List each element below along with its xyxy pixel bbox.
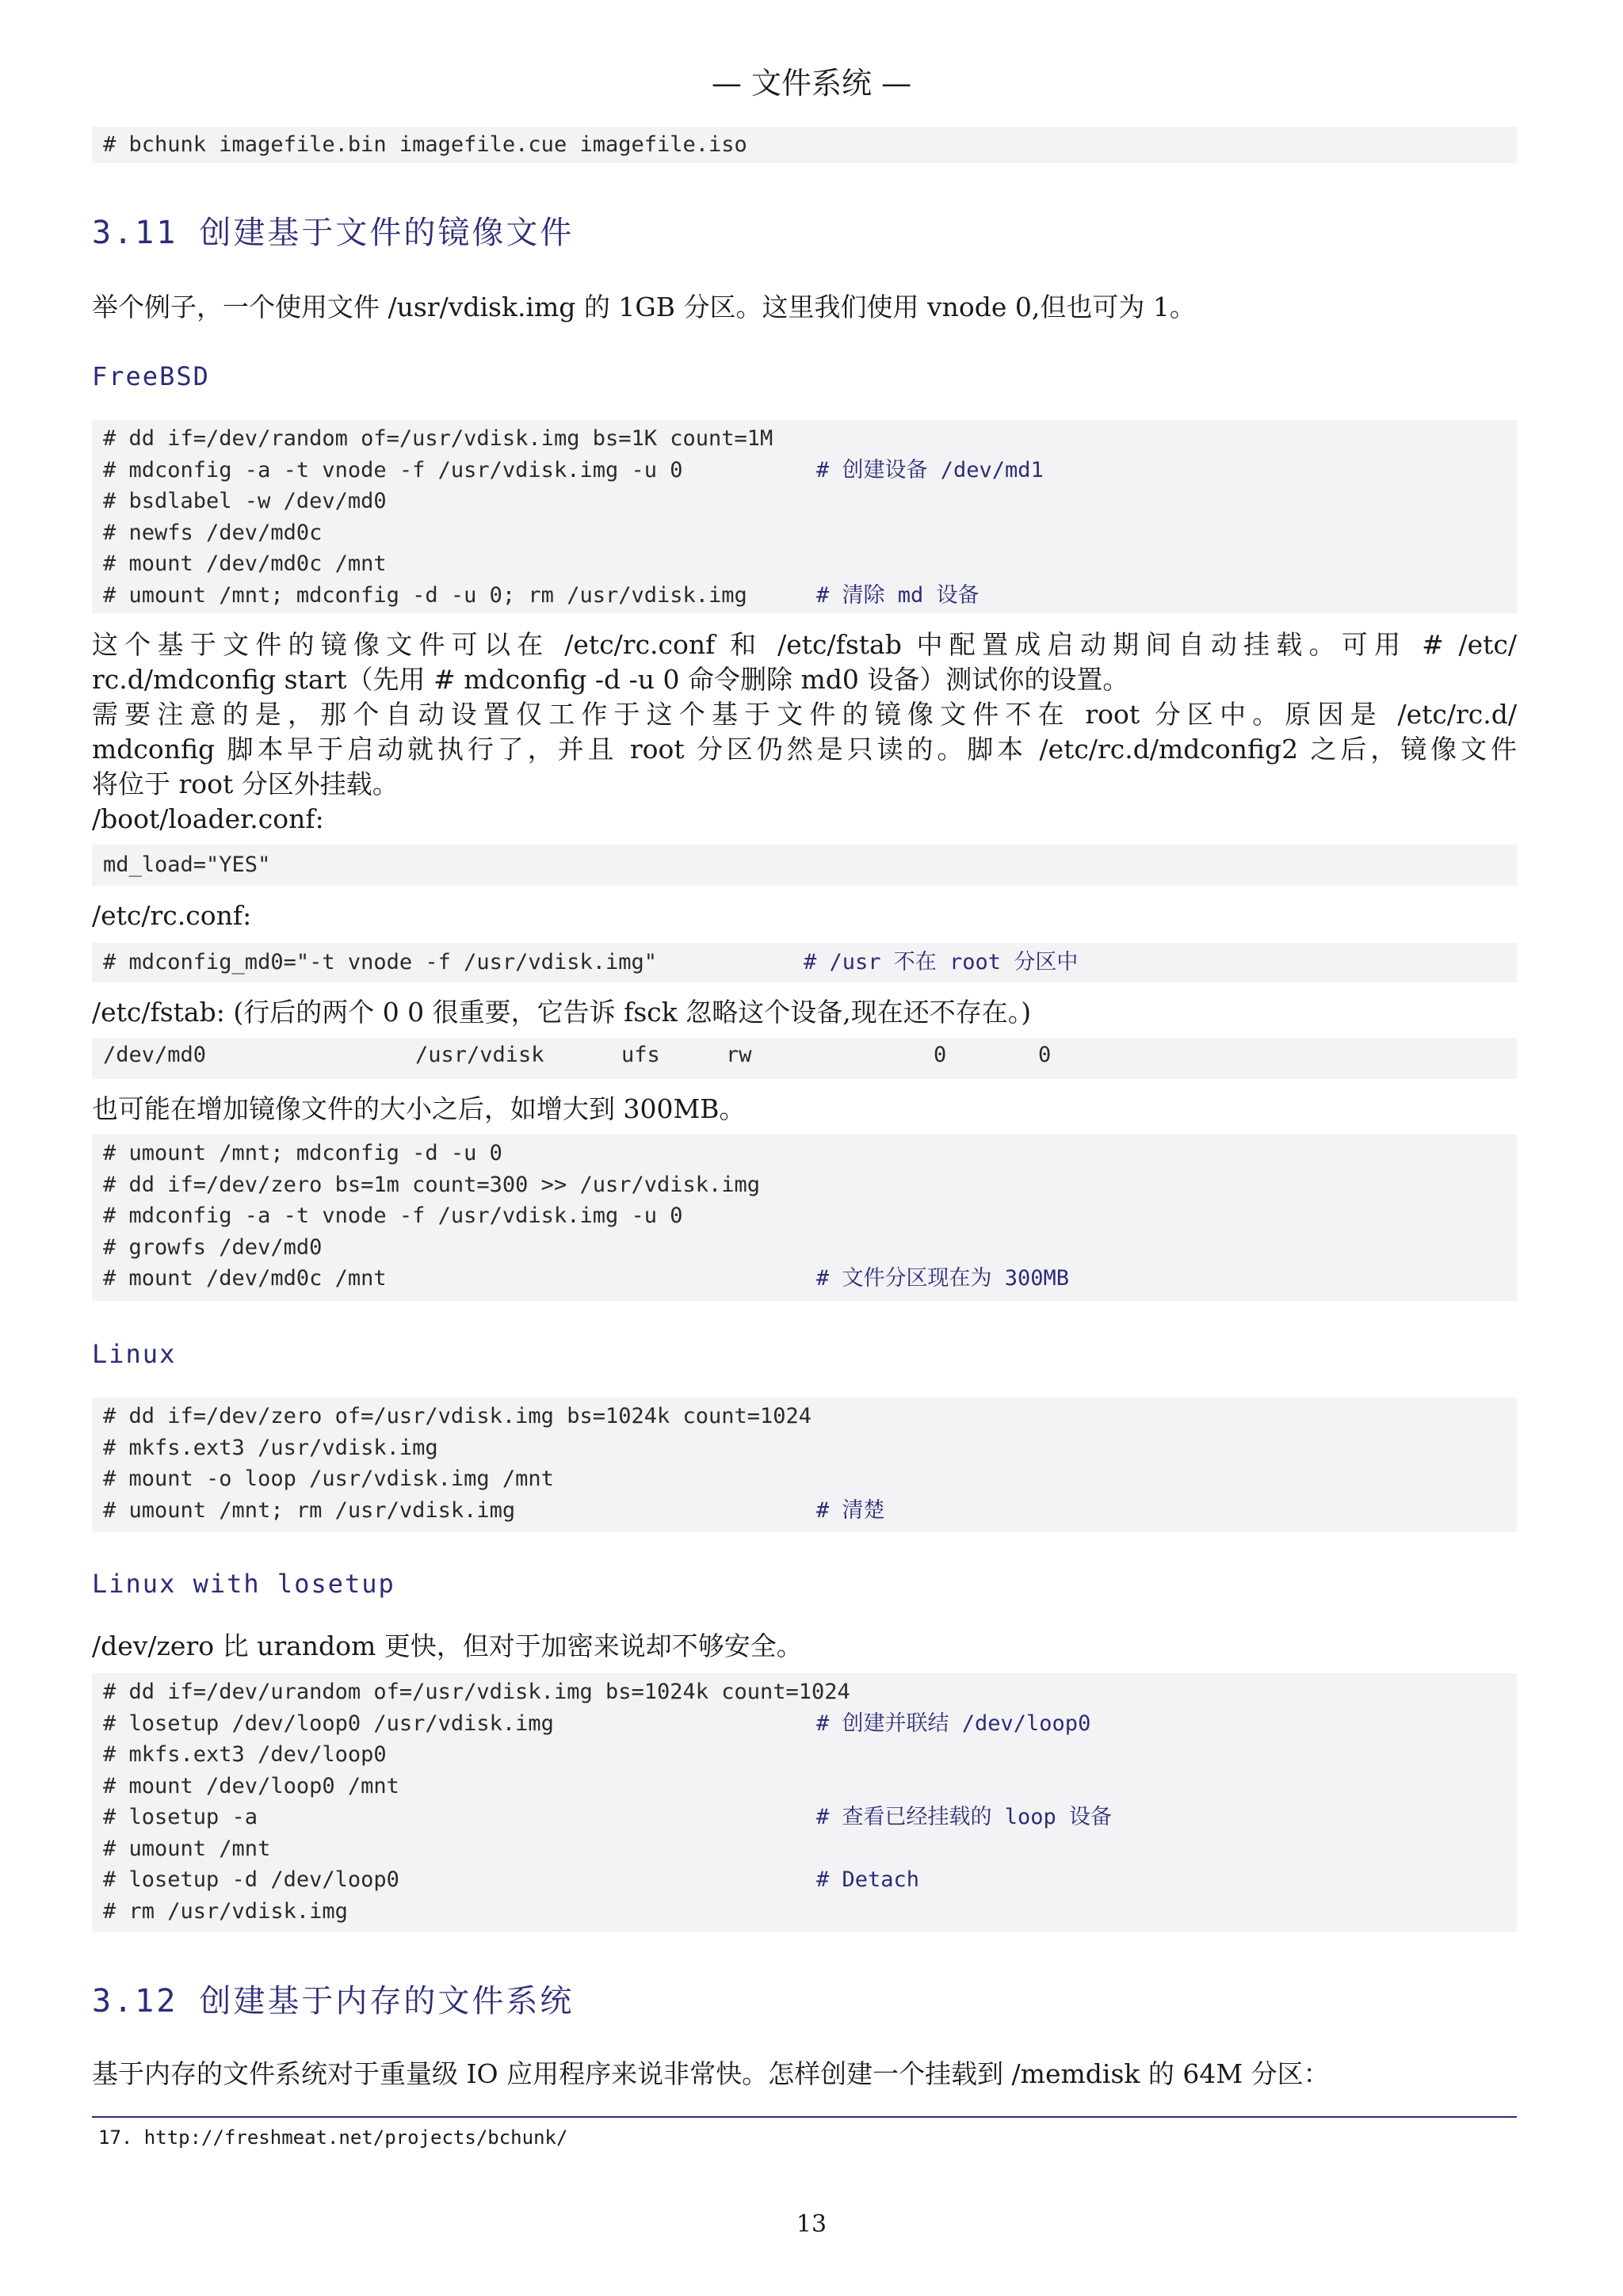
code-line (103, 1200, 1517, 1232)
code-comment: # 清除 md 设备 (816, 582, 980, 608)
code-line (103, 423, 1517, 455)
code-comment: # 查看已经挂载的 loop 设备 (816, 1805, 1113, 1829)
code-comment: # 文件分区现在为 300MB (816, 1266, 1070, 1291)
code-block-freebsd (92, 420, 1517, 613)
code-block-growfs (92, 1135, 1517, 1301)
code-command: # dd if=/dev/random of=/usr/vdisk.img bs=1K count=1M (103, 426, 773, 451)
code-command: # dd if=/dev/urandom of=/usr/vdisk.img bs=1024k count=1024 (103, 1680, 850, 1704)
memdisk-paragraph: 基于内存的文件系统对于重量级 IO 应用程序来说非常快。怎样创建一个挂载到 /memdisk 的 64M 分区： (92, 2058, 1330, 2089)
code-command: # mkfs.ext3 /usr/vdisk.img (103, 1435, 438, 1460)
code-command: # umount /mnt (103, 1836, 271, 1861)
paragraph-line: 需要注意的是，那个自动设置仅工作于这个基于文件的镜像文件不在 root 分区中。原因是 /etc/rc.d/ (92, 699, 1517, 730)
code-comment: # 创建设备 /dev/md1 (816, 457, 1044, 482)
code-command: # rm /usr/vdisk.img (103, 1898, 348, 1924)
code-command: # growfs /dev/md0 (103, 1234, 323, 1260)
code-comment: # 创建并联结 /dev/loop0 (816, 1711, 1091, 1736)
code-line (103, 1708, 1517, 1740)
code-comment: # /usr 不在 root 分区中 (804, 950, 1079, 974)
code-block-loader-conf (92, 845, 1517, 886)
code-command: # losetup /dev/loop0 /usr/vdisk.img (103, 1711, 554, 1736)
code-line (103, 1169, 1517, 1201)
code-line (103, 127, 1517, 163)
rc-conf-label: /etc/rc.conf: (92, 900, 252, 931)
fstab-label: /etc/fstab: (行后的两个 0 0 很重要，它告诉 fsck 忽略这个设备,现在还不存在。) (92, 997, 1032, 1028)
code-command: # newfs /dev/md0c (103, 520, 323, 545)
footnote-divider (92, 2116, 1517, 2118)
code-line (103, 548, 1517, 580)
section-heading-3-12: 3.12 创建基于内存的文件系统 (92, 1983, 575, 2019)
code-line (103, 1802, 1517, 1833)
code-comment: # Detach (816, 1867, 920, 1892)
code-line (103, 1864, 1517, 1896)
code-block-linux (92, 1398, 1517, 1532)
code-line (103, 1739, 1517, 1771)
code-line (103, 845, 1517, 886)
footnote: 17. http://freshmeat.net/projects/bchunk/ (98, 2126, 568, 2149)
code-command: # dd if=/dev/zero of=/usr/vdisk.img bs=1024k count=1024 (103, 1404, 812, 1428)
fstab-cell: 0 (1038, 1043, 1052, 1067)
paragraph-line: mdconfig 脚本早于启动就执行了，并且 root 分区仍然是只读的。脚本 /etc/rc.d/mdconfig2 之后，镜像文件 (92, 734, 1517, 765)
code-command: # dd if=/dev/zero bs=1m count=300 >> /usr/vdisk.img (103, 1172, 761, 1197)
code-line (103, 1232, 1517, 1264)
running-header: — 文件系统 — (711, 66, 912, 101)
code-command: # losetup -d /dev/loop0 (103, 1867, 399, 1892)
code-block-rc-conf (92, 943, 1517, 982)
fstab-cell: rw (726, 1043, 752, 1067)
fstab-cell: 0 (934, 1043, 947, 1067)
code-line (103, 1771, 1517, 1802)
code-command: # umount /mnt; mdconfig -d -u 0; rm /usr/vdisk.img (103, 582, 747, 608)
code-command: # mount /dev/loop0 /mnt (103, 1773, 399, 1798)
code-line (103, 486, 1517, 517)
code-command: # mount -o loop /usr/vdisk.img /mnt (103, 1466, 554, 1491)
code-command: # mkfs.ext3 /dev/loop0 (103, 1742, 387, 1767)
code-line (103, 943, 1517, 982)
fstab-cell: ufs (621, 1043, 660, 1067)
code-line (103, 1676, 1517, 1708)
code-line (103, 1833, 1517, 1865)
page-number: 13 (796, 2210, 827, 2238)
section-heading-3-11: 3.11 创建基于文件的镜像文件 (92, 215, 575, 251)
paragraph-line: rc.d/mdconfig start（先用 # mdconfig -d -u 0 命令删除 md0 设备）测试你的设置。 (92, 664, 1129, 695)
grow-paragraph: 也可能在增加镜像文件的大小之后，如增大到 300MB。 (92, 1093, 746, 1124)
subheading-freebsd: FreeBSD (92, 361, 210, 391)
code-block-bchunk (92, 127, 1517, 163)
code-line (103, 1495, 1517, 1527)
paragraph-line: 这个基于文件的镜像文件可以在 /etc/rc.conf 和 /etc/fstab 中配置成启动期间自动挂载。可用 # /etc/ (92, 629, 1517, 660)
fstab-cell: /usr/vdisk (415, 1043, 544, 1067)
code-line (103, 1463, 1517, 1495)
code-command: # mount /dev/md0c /mnt (103, 1266, 387, 1291)
code-command: # mdconfig_md0="-t vnode -f /usr/vdisk.img" (103, 950, 657, 974)
code-command: # losetup -a (103, 1805, 258, 1829)
code-comment: # 清楚 (816, 1497, 885, 1523)
intro-paragraph: 举个例子，一个使用文件 /usr/vdisk.img 的 1GB 分区。这里我们使用 vnode 0,但也可为 1。 (92, 292, 1196, 322)
code-block-losetup (92, 1673, 1517, 1932)
subheading-linux-losetup: Linux with losetup (92, 1569, 395, 1599)
code-line (103, 455, 1517, 486)
code-line (103, 580, 1517, 612)
code-command: # mdconfig -a -t vnode -f /usr/vdisk.img -u 0 (103, 1203, 683, 1228)
code-line (103, 1138, 1517, 1169)
code-line (103, 1432, 1517, 1464)
code-line (103, 1263, 1517, 1295)
paragraph-line: 将位于 root 分区外挂载。 (92, 769, 399, 799)
code-command: # mdconfig -a -t vnode -f /usr/vdisk.img -u 0 (103, 457, 683, 482)
code-command: # umount /mnt; mdconfig -d -u 0 (103, 1141, 502, 1165)
code-command: # bchunk imagefile.bin imagefile.cue imagefile.iso (103, 132, 747, 157)
fstab-cell: /dev/md0 (103, 1043, 207, 1067)
loader-conf-label: /boot/loader.conf: (92, 803, 324, 834)
code-command: # umount /mnt; rm /usr/vdisk.img (103, 1497, 516, 1523)
losetup-paragraph: /dev/zero 比 urandom 更快，但对于加密来说却不够安全。 (92, 1630, 803, 1661)
subheading-linux: Linux (92, 1339, 177, 1369)
code-line (103, 1896, 1517, 1928)
code-command: md_load="YES" (103, 852, 271, 877)
code-line (103, 1401, 1517, 1432)
code-line (103, 517, 1517, 549)
fstab-entry-row (92, 1038, 1517, 1079)
code-command: # bsdlabel -w /dev/md0 (103, 489, 387, 513)
code-command: # mount /dev/md0c /mnt (103, 551, 387, 576)
